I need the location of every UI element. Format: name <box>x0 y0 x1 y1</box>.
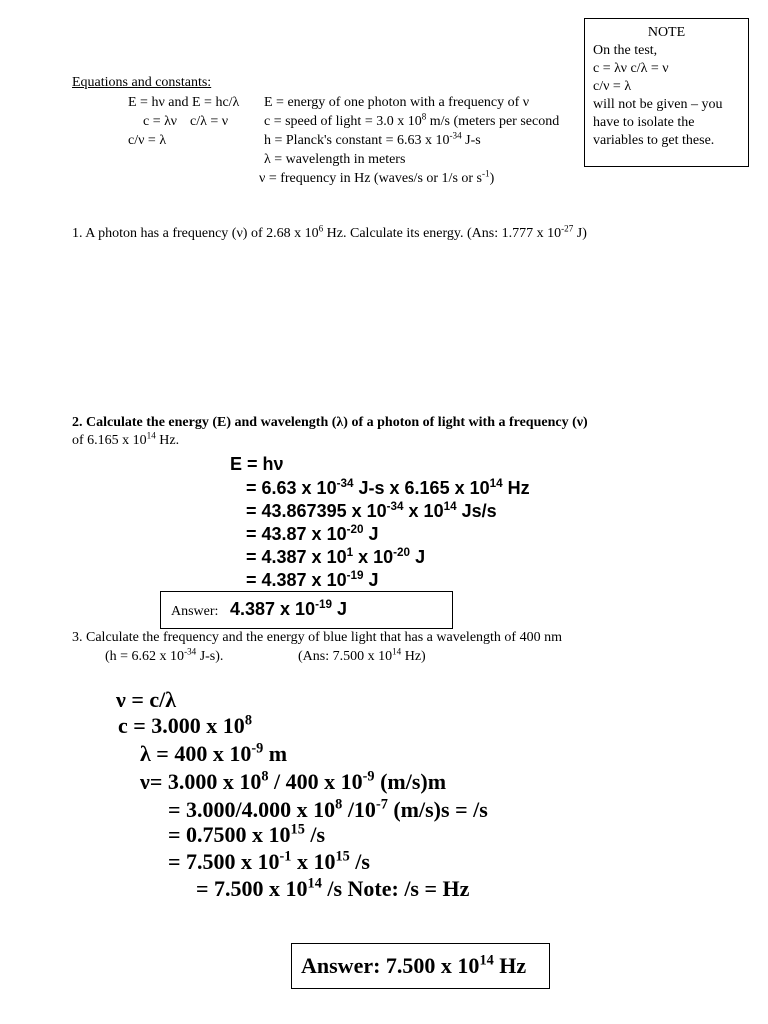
note-line: have to isolate the <box>593 115 695 130</box>
definition-frequency: ν = frequency in Hz (waves/s or 1/s or $s^{-1}$) <box>259 168 495 186</box>
work-line: = 3.000/4.000 x $10^8$ $/10^{-7}$ (m/s)s = /s <box>168 796 488 822</box>
note-line: c/ν = λ <box>593 79 632 94</box>
work-line: = 7.500 x $10^{-1}$ x $10^{15}$ /s <box>168 848 370 874</box>
work-line: = 0.7500 x $10^{15}$ /s <box>168 821 326 847</box>
definition-energy: E = energy of one photon with a frequency of ν <box>264 95 530 110</box>
equation-energy: E = hν and E = hc/λ <box>128 95 240 110</box>
question-2: 2. Calculate the energy (E) and wavelength (λ) of a photon of light with a frequency (ν) <box>72 415 588 430</box>
work-line: ν = c/λ <box>116 687 177 712</box>
note-line: variables to get these. <box>593 133 715 148</box>
question-2-frequency: of 6.165 x $10^{14}$ Hz. <box>72 430 180 448</box>
question-3-answer-hint: (Ans: 7.500 x $10^{14}$ Hz) <box>298 646 426 664</box>
work-line: E = hν <box>230 454 284 474</box>
answer-value: 4.387 x $10^{-19}$ J <box>230 598 347 619</box>
definition-wavelength: λ = wavelength in meters <box>264 152 406 167</box>
answer-label: Answer: <box>171 604 219 619</box>
note-line: will not be given – you <box>593 97 723 112</box>
work-line: = 4.387 x $10^1$ x $10^{-20}$ J <box>246 546 426 567</box>
work-line: λ = 400 x $10^{-9}$ m <box>140 740 288 766</box>
note-line: On the test, <box>593 43 658 58</box>
answer-box-q3 <box>291 943 550 989</box>
answer-value: Answer: 7.500 x $10^{14}$ Hz <box>301 952 527 978</box>
constants-heading: Equations and constants: <box>72 75 212 90</box>
question-1: 1. A photon has a frequency (ν) of 2.68 x $10^6$ Hz. Calculate its energy. (Ans: 1.777 x $10^{-27}$ J) <box>72 223 587 241</box>
question-3-given: (h = 6.62 x $10^{-34}$ J-s). <box>105 646 224 664</box>
work-line: c = 3.000 x $10^8$ <box>118 712 252 738</box>
question-3: 3. Calculate the frequency and the energy of blue light that has a wavelength of 400 nm <box>72 630 562 645</box>
note-line: c = λν c/λ = ν <box>593 61 669 76</box>
definition-planck-constant: h = Planck's constant = 6.63 x $10^{-34}$ J-s <box>264 130 481 148</box>
work-line: = 7.500 x $10^{14}$ /s Note: /s = Hz <box>196 875 470 901</box>
work-line: = 43.867395 x $10^{-34}$ x $10^{14}$ Js/s <box>246 500 497 521</box>
equation-speed: c = λν <box>143 114 177 129</box>
equation-wavelength: c/ν = λ <box>128 133 167 148</box>
equation-frequency: c/λ = ν <box>190 114 229 129</box>
definition-speed-of-light: c = speed of light = 3.0 x $10^8$ m/s (meters per second <box>264 111 560 129</box>
work-line: = 4.387 x $10^{-19}$ J <box>246 569 379 590</box>
work-line: = 6.63 x $10^{-34}$ J-s x 6.165 x $10^{14}$ Hz <box>246 477 530 498</box>
note-box <box>584 18 749 167</box>
note-title: NOTE <box>647 25 686 40</box>
work-line: = 43.87 x $10^{-20}$ J <box>246 523 379 544</box>
work-line: ν= 3.000 x $10^8 / 400$ x $10^{-9}$ (m/s)m <box>140 768 447 794</box>
answer-box-q2 <box>160 591 453 629</box>
